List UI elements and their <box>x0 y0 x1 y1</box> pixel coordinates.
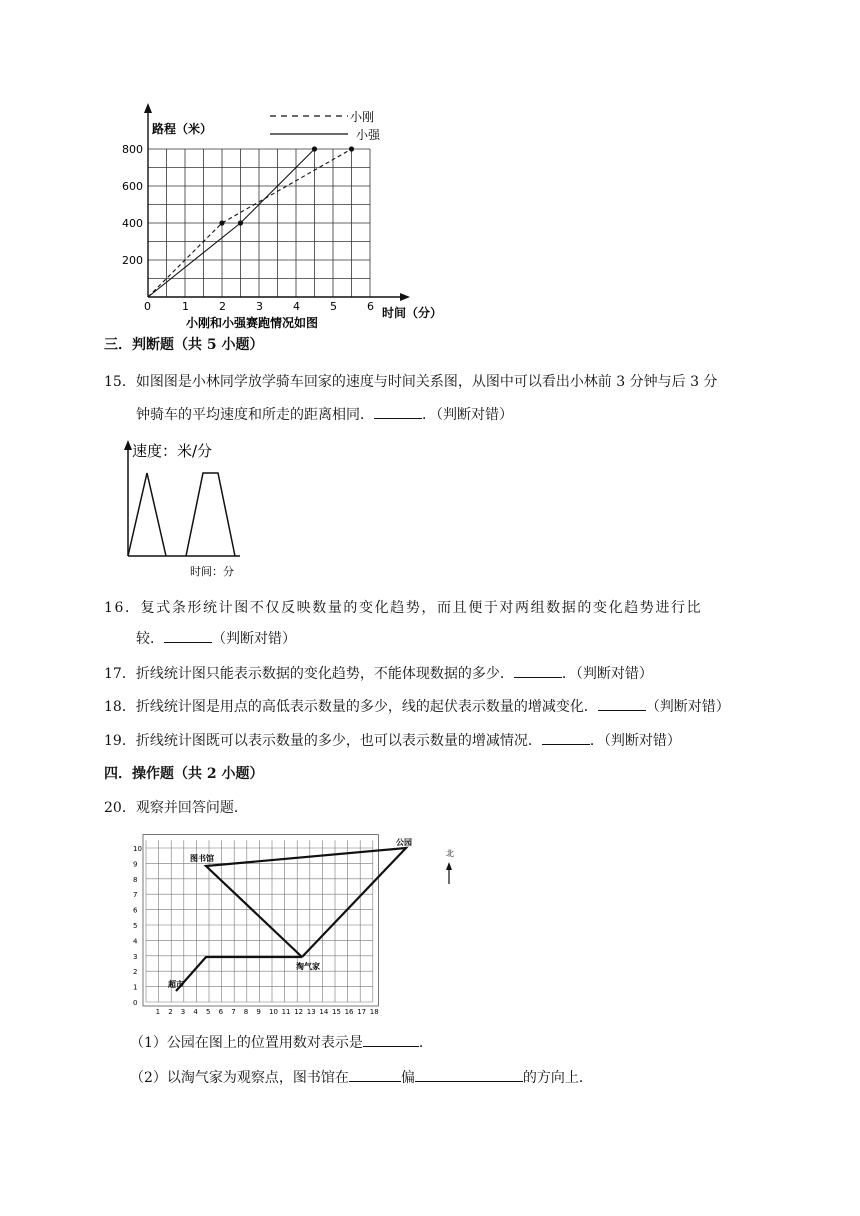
question-19-suffix: ．（判断对错） <box>589 733 681 749</box>
label-supermarket: 超市 <box>168 980 184 989</box>
y-tick-label: 200 <box>122 254 143 267</box>
map-y-tick-label: 8 <box>133 875 138 884</box>
x-tick-label: 6 <box>367 300 374 313</box>
map-x-tick-label: 16 <box>344 1008 354 1016</box>
map-x-tick-label: 1 <box>155 1008 161 1016</box>
map-x-tick-label: 8 <box>243 1008 249 1016</box>
map-y-tick-label: 5 <box>133 922 138 930</box>
answer-blank-20-2a[interactable] <box>349 1067 401 1082</box>
x-axis-arrow-icon <box>400 293 410 301</box>
question-20-sub2 <box>130 1067 593 1088</box>
speed-segment-2 <box>186 473 235 556</box>
route-supermarket-home <box>176 957 302 991</box>
answer-blank-19[interactable] <box>542 730 590 745</box>
question-16-suffix: （判断对错） <box>212 631 296 647</box>
x-tick-label: 3 <box>256 300 263 313</box>
label-park: 公园 <box>396 838 412 847</box>
map-y-tick-label: 10 <box>133 845 142 853</box>
map-x-tick-label: 18 <box>369 1008 379 1016</box>
y-tick-label: 400 <box>122 217 143 230</box>
speed-segment-1 <box>128 473 166 556</box>
section-heading-operation: 四．操作题（共 2 小题） <box>104 766 264 782</box>
map-x-tick-label: 3 <box>180 1008 186 1016</box>
chart-legend <box>270 109 381 142</box>
map-x-tick-label: 5 <box>206 1008 211 1016</box>
question-20-sub2-suffix: 的方向上． <box>522 1070 593 1086</box>
section-heading-judgement: 三．判断题（共 5 小题） <box>104 337 264 353</box>
answer-blank-20-2b[interactable] <box>415 1067 523 1082</box>
chart-caption: 小刚和小强赛跑情况如图 <box>186 316 319 330</box>
time-axis-label: 时间：分 <box>190 565 234 578</box>
map-y-tick-label: 1 <box>133 983 138 992</box>
question-16-text: 较． <box>136 631 164 647</box>
data-point <box>238 220 243 225</box>
question-15-text: 钟骑车的平均速度和所走的距离相同． <box>136 407 374 423</box>
question-15-line2 <box>136 404 513 425</box>
map-x-tick-label: 6 <box>218 1008 224 1016</box>
map-x-tick-label: 7 <box>231 1008 236 1016</box>
question-16-line2 <box>136 628 296 649</box>
answer-blank-15[interactable] <box>374 404 422 419</box>
question-19 <box>104 730 681 751</box>
legend-label-xiaogang: 小刚 <box>350 110 375 124</box>
y-axis-label: 路程（米） <box>152 122 213 136</box>
x-tick-label: 1 <box>182 300 189 313</box>
question-15-suffix: ．（判断对错） <box>422 407 513 423</box>
map-x-tick-label: 9 <box>256 1008 261 1016</box>
question-20-sub1 <box>130 1032 433 1053</box>
map-x-tick-label: 10 <box>269 1008 278 1016</box>
question-20-sub1-text: （1）公园在图上的位置用数对表示是 <box>130 1035 363 1051</box>
map-y-tick-label: 9 <box>133 860 138 869</box>
map-y-tick-label: 7 <box>133 891 138 900</box>
question-18 <box>104 696 730 717</box>
question-20-sub2-mid: 偏 <box>400 1070 415 1086</box>
map-x-tick-label: 4 <box>193 1008 198 1016</box>
grid-map <box>118 828 478 1023</box>
label-library: 图书馆 <box>190 854 214 863</box>
chart-series <box>148 146 354 297</box>
answer-blank-20-1[interactable] <box>363 1032 419 1047</box>
question-17-text: 17．折线统计图只能表示数据的变化趋势，不能体现数据的多少． <box>104 666 514 682</box>
data-point <box>219 220 224 225</box>
y-axis-arrow-icon <box>124 440 132 450</box>
x-axis-label: 时间（分） <box>382 306 443 320</box>
map-y-tick-label: 2 <box>133 968 138 977</box>
question-15-line1: 15．如图图是小林同学放学骑车回家的速度与时间关系图，从图中可以看出小林前 3 分钟与后 3 分 <box>104 374 718 390</box>
map-y-tick-label: 3 <box>133 952 138 961</box>
question-18-text: 18．折线统计图是用点的高低表示数量的多少，线的起伏表示数量的增减变化． <box>104 699 598 715</box>
data-point <box>349 146 354 151</box>
y-axis-arrow-icon <box>144 103 152 113</box>
question-19-text: 19．折线统计图既可以表示数量的多少，也可以表示数量的增减情况． <box>104 733 542 749</box>
x-tick-label: 2 <box>219 300 226 313</box>
answer-blank-17[interactable] <box>514 663 562 678</box>
answer-blank-16[interactable] <box>164 628 212 643</box>
question-20-sub1-suffix: ． <box>418 1035 433 1051</box>
question-17 <box>104 663 653 684</box>
x-tick-label: 4 <box>293 300 300 313</box>
map-x-tick-label: 11 <box>281 1008 291 1016</box>
map-x-tick-label: 15 <box>332 1008 341 1016</box>
map-tick-labels <box>133 845 379 1016</box>
north-label: 北 <box>446 849 454 858</box>
map-y-tick-label: 4 <box>133 937 138 946</box>
speed-time-chart <box>118 436 248 581</box>
answer-blank-18[interactable] <box>598 696 646 711</box>
map-x-tick-label: 13 <box>306 1008 316 1016</box>
chart-grid <box>148 149 370 297</box>
y-tick-label: 800 <box>122 143 143 156</box>
label-home: 淘气家 <box>296 962 320 971</box>
x-tick-label: 5 <box>330 300 337 313</box>
speed-axis-label: 速度：米/分 <box>132 442 213 460</box>
legend-label-xiaoqiang: 小强 <box>356 128 381 142</box>
race-line-chart <box>100 95 460 335</box>
map-y-tick-label: 6 <box>133 906 138 915</box>
map-x-tick-label: 2 <box>168 1008 173 1016</box>
map-y-tick-label: 0 <box>133 999 138 1007</box>
map-x-tick-label: 14 <box>319 1008 329 1016</box>
question-17-suffix: ．（判断对错） <box>561 666 653 682</box>
question-18-suffix: （判断对错） <box>645 699 730 715</box>
question-20-sub2-text: （2）以淘气家为观察点，图书馆在 <box>130 1070 349 1086</box>
question-20-title: 20．观察并回答问题． <box>104 800 248 816</box>
question-16-line1: 16．复式条形统计图不仅反映数量的变化趋势，而且便于对两组数据的变化趋势进行比 <box>104 600 703 616</box>
map-x-tick-label: 17 <box>357 1008 367 1016</box>
map-x-tick-label: 12 <box>294 1008 304 1016</box>
y-tick-label: 600 <box>122 180 143 193</box>
north-arrowhead-icon <box>446 862 452 870</box>
x-tick-label: 0 <box>144 300 151 313</box>
data-point <box>312 146 317 151</box>
